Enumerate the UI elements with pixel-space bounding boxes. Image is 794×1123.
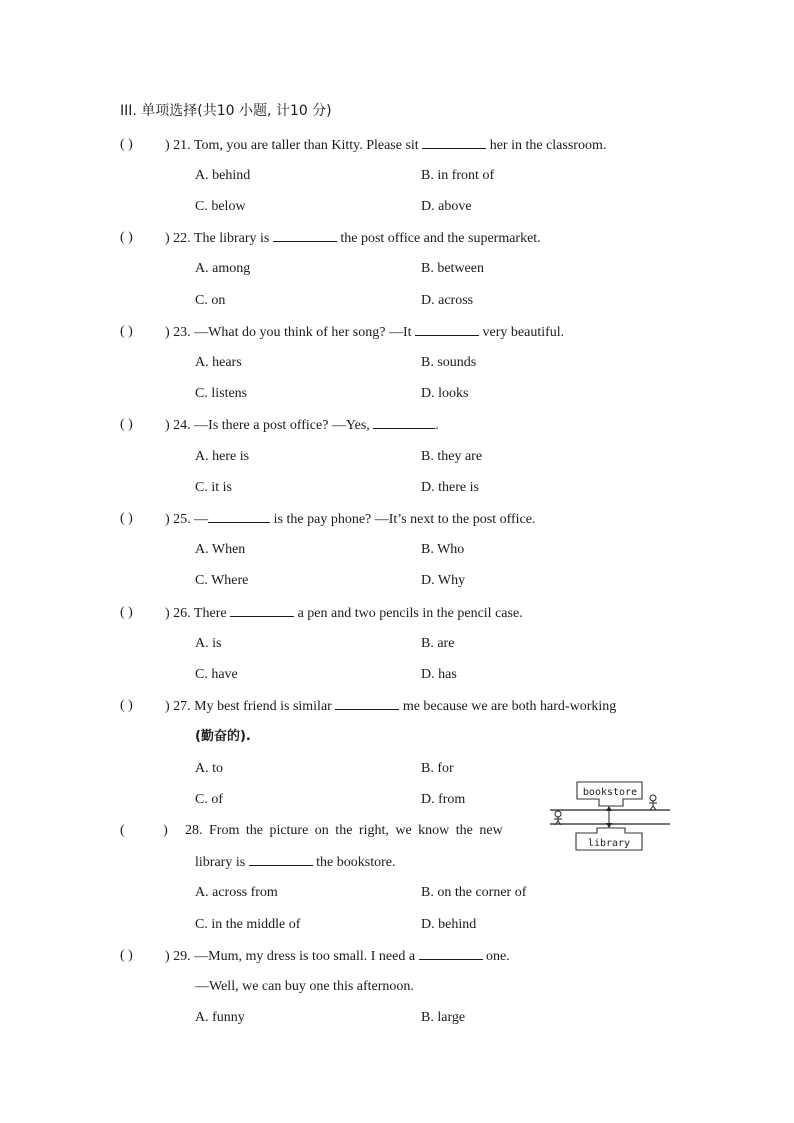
answer-blank[interactable] — [415, 323, 479, 336]
option[interactable]: C. it is — [195, 480, 232, 495]
option[interactable]: D. from — [421, 792, 466, 807]
answer-paren[interactable]: ( ) — [120, 417, 133, 432]
bookstore-label: bookstore — [582, 787, 638, 798]
answer-blank[interactable] — [273, 229, 337, 242]
option[interactable]: B. they are — [421, 449, 483, 464]
option[interactable]: C. Where — [195, 573, 249, 588]
option[interactable]: A. across from — [195, 885, 278, 900]
option[interactable]: D. behind — [421, 917, 477, 932]
option[interactable]: B. in front of — [421, 168, 495, 183]
answer-paren[interactable]: ( ) — [120, 823, 168, 838]
question-22: ) 22. The library is the post office and the supermarket. — [165, 231, 541, 246]
option[interactable]: C. listens — [195, 386, 248, 401]
person-icon — [649, 795, 657, 810]
option[interactable]: D. above — [421, 199, 472, 214]
answer-blank[interactable] — [230, 604, 294, 617]
answer-blank[interactable] — [335, 697, 399, 710]
answer-blank[interactable] — [373, 416, 435, 429]
option[interactable]: B. on the corner of — [421, 885, 527, 900]
answer-blank[interactable] — [419, 947, 483, 960]
option[interactable]: A. When — [195, 542, 246, 557]
answer-paren[interactable]: ( ) — [120, 948, 133, 963]
option[interactable]: A. behind — [195, 168, 251, 183]
option[interactable]: B. Who — [421, 542, 465, 557]
answer-paren[interactable]: ( ) — [120, 230, 133, 245]
person-icon — [554, 811, 562, 825]
question-21: ) 21. Tom, you are taller than Kitty. Please sit her in the classroom. — [165, 138, 607, 153]
option[interactable]: B. large — [421, 1010, 466, 1025]
answer-paren[interactable]: ( ) — [120, 698, 133, 713]
option[interactable]: A. is — [195, 636, 222, 651]
question-25: ) 25. — is the pay phone? —It’s next to the post office. — [165, 512, 536, 527]
question-28-continuation: library is the bookstore. — [195, 855, 396, 870]
option[interactable]: B. for — [421, 761, 454, 776]
option[interactable]: C. have — [195, 667, 238, 682]
question-27-continuation: (勤奋的). — [195, 729, 251, 744]
question-28: 28. From the picture on the right, we know the new — [185, 823, 503, 838]
option[interactable]: D. across — [421, 293, 474, 308]
section-title: III. 单项选择(共10 小题, 计10 分) — [120, 103, 332, 119]
option[interactable]: A. hears — [195, 355, 242, 370]
answer-paren[interactable]: ( ) — [120, 511, 133, 526]
question-27: ) 27. My best friend is similar me because we are both hard-working — [165, 699, 617, 714]
option[interactable]: B. are — [421, 636, 455, 651]
question-26: ) 26. There a pen and two pencils in the pencil case. — [165, 606, 523, 621]
option[interactable]: A. among — [195, 261, 251, 276]
street-map-figure — [545, 778, 675, 854]
answer-paren[interactable]: ( ) — [120, 324, 133, 339]
option[interactable]: B. between — [421, 261, 484, 276]
option[interactable]: A. here is — [195, 449, 250, 464]
option[interactable]: C. of — [195, 792, 223, 807]
option[interactable]: C. on — [195, 293, 226, 308]
option[interactable]: D. has — [421, 667, 457, 682]
option[interactable]: D. Why — [421, 573, 466, 588]
answer-blank[interactable] — [249, 853, 313, 866]
option[interactable]: C. in the middle of — [195, 917, 301, 932]
option[interactable]: D. there is — [421, 480, 479, 495]
answer-paren[interactable]: ( ) — [120, 137, 133, 152]
question-29-continuation: —Well, we can buy one this afternoon. — [195, 979, 414, 994]
option[interactable]: D. looks — [421, 386, 469, 401]
option[interactable]: B. sounds — [421, 355, 477, 370]
answer-blank[interactable] — [422, 136, 486, 149]
option[interactable]: A. to — [195, 761, 223, 776]
question-24: ) 24. —Is there a post office? —Yes, . — [165, 418, 439, 433]
answer-blank[interactable] — [208, 510, 270, 523]
option[interactable]: C. below — [195, 199, 246, 214]
option[interactable]: A. funny — [195, 1010, 245, 1025]
library-label: library — [587, 838, 631, 849]
question-23: ) 23. —What do you think of her song? —It very beautiful. — [165, 325, 565, 340]
answer-paren[interactable]: ( ) — [120, 605, 133, 620]
question-29: ) 29. —Mum, my dress is too small. I need a one. — [165, 949, 510, 964]
